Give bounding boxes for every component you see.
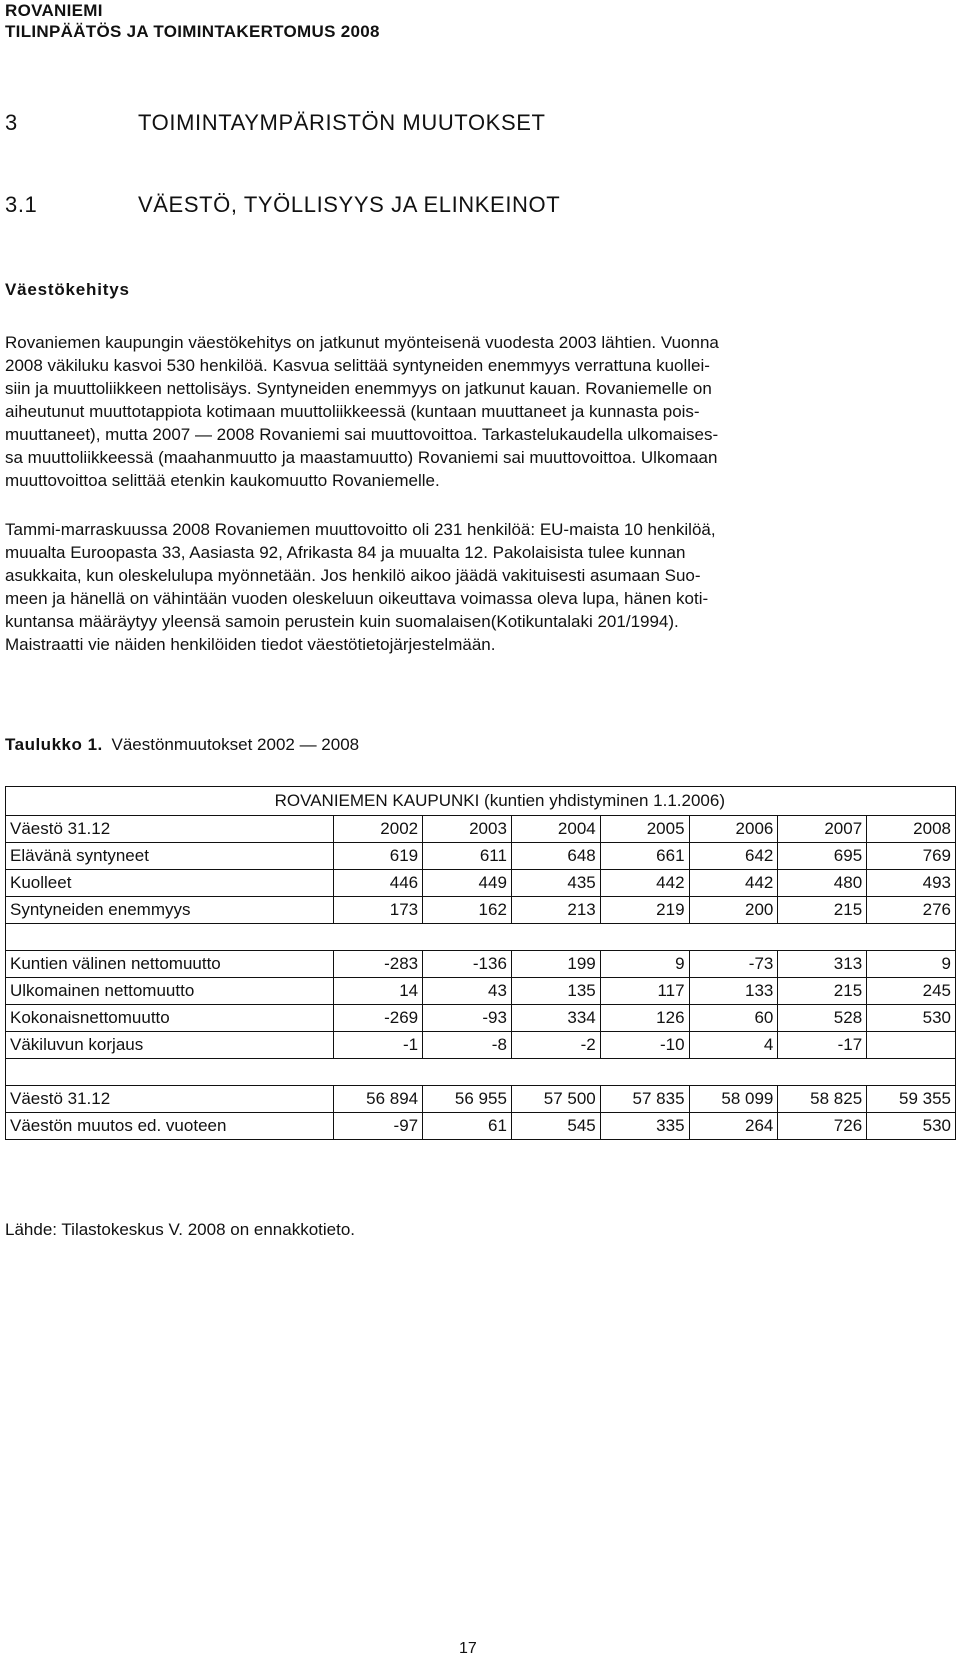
- paragraph-line: Tammi-marraskuussa 2008 Rovaniemen muuttovoitto oli 231 henkilöä: EU-maista 10 henkilöä,: [5, 520, 716, 539]
- table-row: [6, 843, 956, 870]
- year-cell: 2006: [689, 816, 778, 843]
- table-spacer-row: [6, 1059, 956, 1086]
- paragraph-line: muuttovoittoa selittää etenkin kaukomuutto Rovaniemelle.: [5, 471, 440, 490]
- value-cell: 334: [511, 1005, 600, 1032]
- paragraph-line: sa muuttoliikkeessä (maahanmuutto ja maastamuutto) Rovaniemi sai muuttovoittoa. Ulkomaan: [5, 448, 718, 467]
- table-row: [6, 978, 956, 1005]
- paragraph-line: aiheutunut muuttotappiota kotimaan muuttoliikkeessä (kuntaan muuttaneet ja kunnasta pois-: [5, 402, 700, 421]
- value-cell: 60: [689, 1005, 778, 1032]
- value-cell: 530: [867, 1113, 956, 1140]
- table-row: [6, 1113, 956, 1140]
- spacer-cell: [6, 1059, 956, 1086]
- year-cell: 2002: [334, 816, 423, 843]
- value-cell: 215: [778, 897, 867, 924]
- section-heading: [5, 110, 546, 136]
- row-label: Ulkomainen nettomuutto: [6, 978, 334, 1005]
- population-change-table: [5, 786, 956, 1140]
- table-source-note: Lähde: Tilastokeskus V. 2008 on ennakkotieto.: [5, 1220, 356, 1239]
- table-row: [6, 870, 956, 897]
- value-cell: 9: [600, 951, 689, 978]
- value-cell: 648: [511, 843, 600, 870]
- header-organization: ROVANIEMI: [5, 1, 103, 20]
- value-cell: 442: [600, 870, 689, 897]
- table-row: [6, 1086, 956, 1113]
- table-caption-text: Väestönmuutokset 2002 — 2008: [111, 735, 360, 754]
- subheading: Väestökehitys: [5, 280, 130, 299]
- table-row: [6, 951, 956, 978]
- paragraph-line: 2008 väkiluku kasvoi 530 henkilöä. Kasvua selittää syntyneiden enemmyys verrattuna kuollei-: [5, 356, 710, 375]
- table-row: [6, 1005, 956, 1032]
- row-label: Syntyneiden enemmyys: [6, 897, 334, 924]
- value-cell: 335: [600, 1113, 689, 1140]
- value-cell: 769: [867, 843, 956, 870]
- value-cell: 313: [778, 951, 867, 978]
- value-cell: -10: [600, 1032, 689, 1059]
- table-group-population: [6, 1086, 956, 1140]
- value-cell: 4: [689, 1032, 778, 1059]
- value-cell: -1: [334, 1032, 423, 1059]
- value-cell: 61: [423, 1113, 512, 1140]
- section-title: TOIMINTAYMPÄRISTÖN MUUTOKSET: [138, 110, 546, 135]
- value-cell: 642: [689, 843, 778, 870]
- table-row: [6, 897, 956, 924]
- table-spacer-row: [6, 924, 956, 951]
- value-cell: -269: [334, 1005, 423, 1032]
- value-cell: 199: [511, 951, 600, 978]
- table-title: ROVANIEMEN KAUPUNKI (kuntien yhdistyminen 1.1.2006): [6, 787, 956, 816]
- year-cell: 2008: [867, 816, 956, 843]
- value-cell: 264: [689, 1113, 778, 1140]
- value-cell: 695: [778, 843, 867, 870]
- paragraph-line: muualta Euroopasta 33, Aasiasta 92, Afrikasta 84 ja muualta 12. Pakolaisista tulee kunnan: [5, 543, 686, 562]
- year-cell: 2003: [423, 816, 512, 843]
- value-cell: 661: [600, 843, 689, 870]
- value-cell: -93: [423, 1005, 512, 1032]
- value-cell: 57 500: [511, 1086, 600, 1113]
- value-cell: -2: [511, 1032, 600, 1059]
- value-cell: 173: [334, 897, 423, 924]
- value-cell: 126: [600, 1005, 689, 1032]
- value-cell: -283: [334, 951, 423, 978]
- value-cell: -17: [778, 1032, 867, 1059]
- table-group-migration: [6, 951, 956, 1059]
- value-cell: 133: [689, 978, 778, 1005]
- year-cell: 2005: [600, 816, 689, 843]
- value-cell: 435: [511, 870, 600, 897]
- value-cell: 449: [423, 870, 512, 897]
- value-cell: 530: [867, 1005, 956, 1032]
- row-label: Väkiluvun korjaus: [6, 1032, 334, 1059]
- value-cell: 135: [511, 978, 600, 1005]
- value-cell: 9: [867, 951, 956, 978]
- value-cell: -73: [689, 951, 778, 978]
- row-label: Kokonaisnettomuutto: [6, 1005, 334, 1032]
- subsection-number: 3.1: [5, 192, 38, 217]
- value-cell: 726: [778, 1113, 867, 1140]
- value-cell: 442: [689, 870, 778, 897]
- value-cell: 56 894: [334, 1086, 423, 1113]
- value-cell: 56 955: [423, 1086, 512, 1113]
- value-cell: 200: [689, 897, 778, 924]
- value-cell: 545: [511, 1113, 600, 1140]
- value-cell: 619: [334, 843, 423, 870]
- row-label: Väestön muutos ed. vuoteen: [6, 1113, 334, 1140]
- value-cell: -8: [423, 1032, 512, 1059]
- paragraph-line: Maistraatti vie näiden henkilöiden tiedot väestötietojärjestelmään.: [5, 635, 496, 654]
- value-cell: 528: [778, 1005, 867, 1032]
- table-header-row: [6, 816, 956, 843]
- spacer-cell: [6, 924, 956, 951]
- paragraph-line: asukkaita, kun oleskelulupa myönnetään. Jos henkilö aikoo jäädä vakituisesti asumaan Suo-: [5, 566, 701, 585]
- value-cell: 493: [867, 870, 956, 897]
- subsection-title: VÄESTÖ, TYÖLLISYYS JA ELINKEINOT: [138, 192, 561, 217]
- paragraph-line: kuntansa määräytyy yleensä samoin perustein kuin suomalaisen(Kotikuntalaki 201/1994).: [5, 612, 679, 631]
- value-cell: 276: [867, 897, 956, 924]
- row-label: Kuntien välinen nettomuutto: [6, 951, 334, 978]
- value-cell: 446: [334, 870, 423, 897]
- header-report-title: TILINPÄÄTÖS JA TOIMINTAKERTOMUS 2008: [5, 22, 380, 41]
- paragraph-population-development: [5, 331, 955, 492]
- document-header: [5, 0, 380, 42]
- value-cell: -97: [334, 1113, 423, 1140]
- value-cell: 480: [778, 870, 867, 897]
- value-cell: [867, 1032, 956, 1059]
- value-cell: 57 835: [600, 1086, 689, 1113]
- value-cell: 219: [600, 897, 689, 924]
- value-cell: 43: [423, 978, 512, 1005]
- page-number: 17: [459, 1640, 477, 1657]
- value-cell: 14: [334, 978, 423, 1005]
- year-cell: 2007: [778, 816, 867, 843]
- table-caption: [5, 735, 359, 755]
- value-cell: 58 099: [689, 1086, 778, 1113]
- table-header-label: Väestö 31.12: [6, 816, 334, 843]
- value-cell: 213: [511, 897, 600, 924]
- row-label: Väestö 31.12: [6, 1086, 334, 1113]
- table-caption-label: Taulukko 1.: [5, 735, 103, 754]
- paragraph-line: muuttaneet), mutta 2007 — 2008 Rovaniemi sai muuttovoittoa. Tarkastelukaudella ulkomaises-: [5, 425, 719, 444]
- row-label: Kuolleet: [6, 870, 334, 897]
- value-cell: 117: [600, 978, 689, 1005]
- value-cell: 611: [423, 843, 512, 870]
- paragraph-line: meen ja hänellä on vähintään vuoden oleskeluun oikeuttava voimassa oleva lupa, hänen koti-: [5, 589, 709, 608]
- table-title-row: [6, 787, 956, 816]
- value-cell: 215: [778, 978, 867, 1005]
- value-cell: 245: [867, 978, 956, 1005]
- value-cell: 162: [423, 897, 512, 924]
- row-label: Elävänä syntyneet: [6, 843, 334, 870]
- table-group-births-deaths: [6, 843, 956, 924]
- table-row: [6, 1032, 956, 1059]
- paragraph-migration: [5, 518, 955, 656]
- year-cell: 2004: [511, 816, 600, 843]
- value-cell: 59 355: [867, 1086, 956, 1113]
- paragraph-line: siin ja muuttoliikkeen nettolisäys. Syntyneiden enemmyys on jatkunut kauan. Rovaniemelle on: [5, 379, 712, 398]
- subsection-heading: [5, 192, 560, 218]
- value-cell: 58 825: [778, 1086, 867, 1113]
- value-cell: -136: [423, 951, 512, 978]
- section-number: 3: [5, 110, 18, 135]
- paragraph-line: Rovaniemen kaupungin väestökehitys on jatkunut myönteisenä vuodesta 2003 lähtien. Vuonna: [5, 333, 719, 352]
